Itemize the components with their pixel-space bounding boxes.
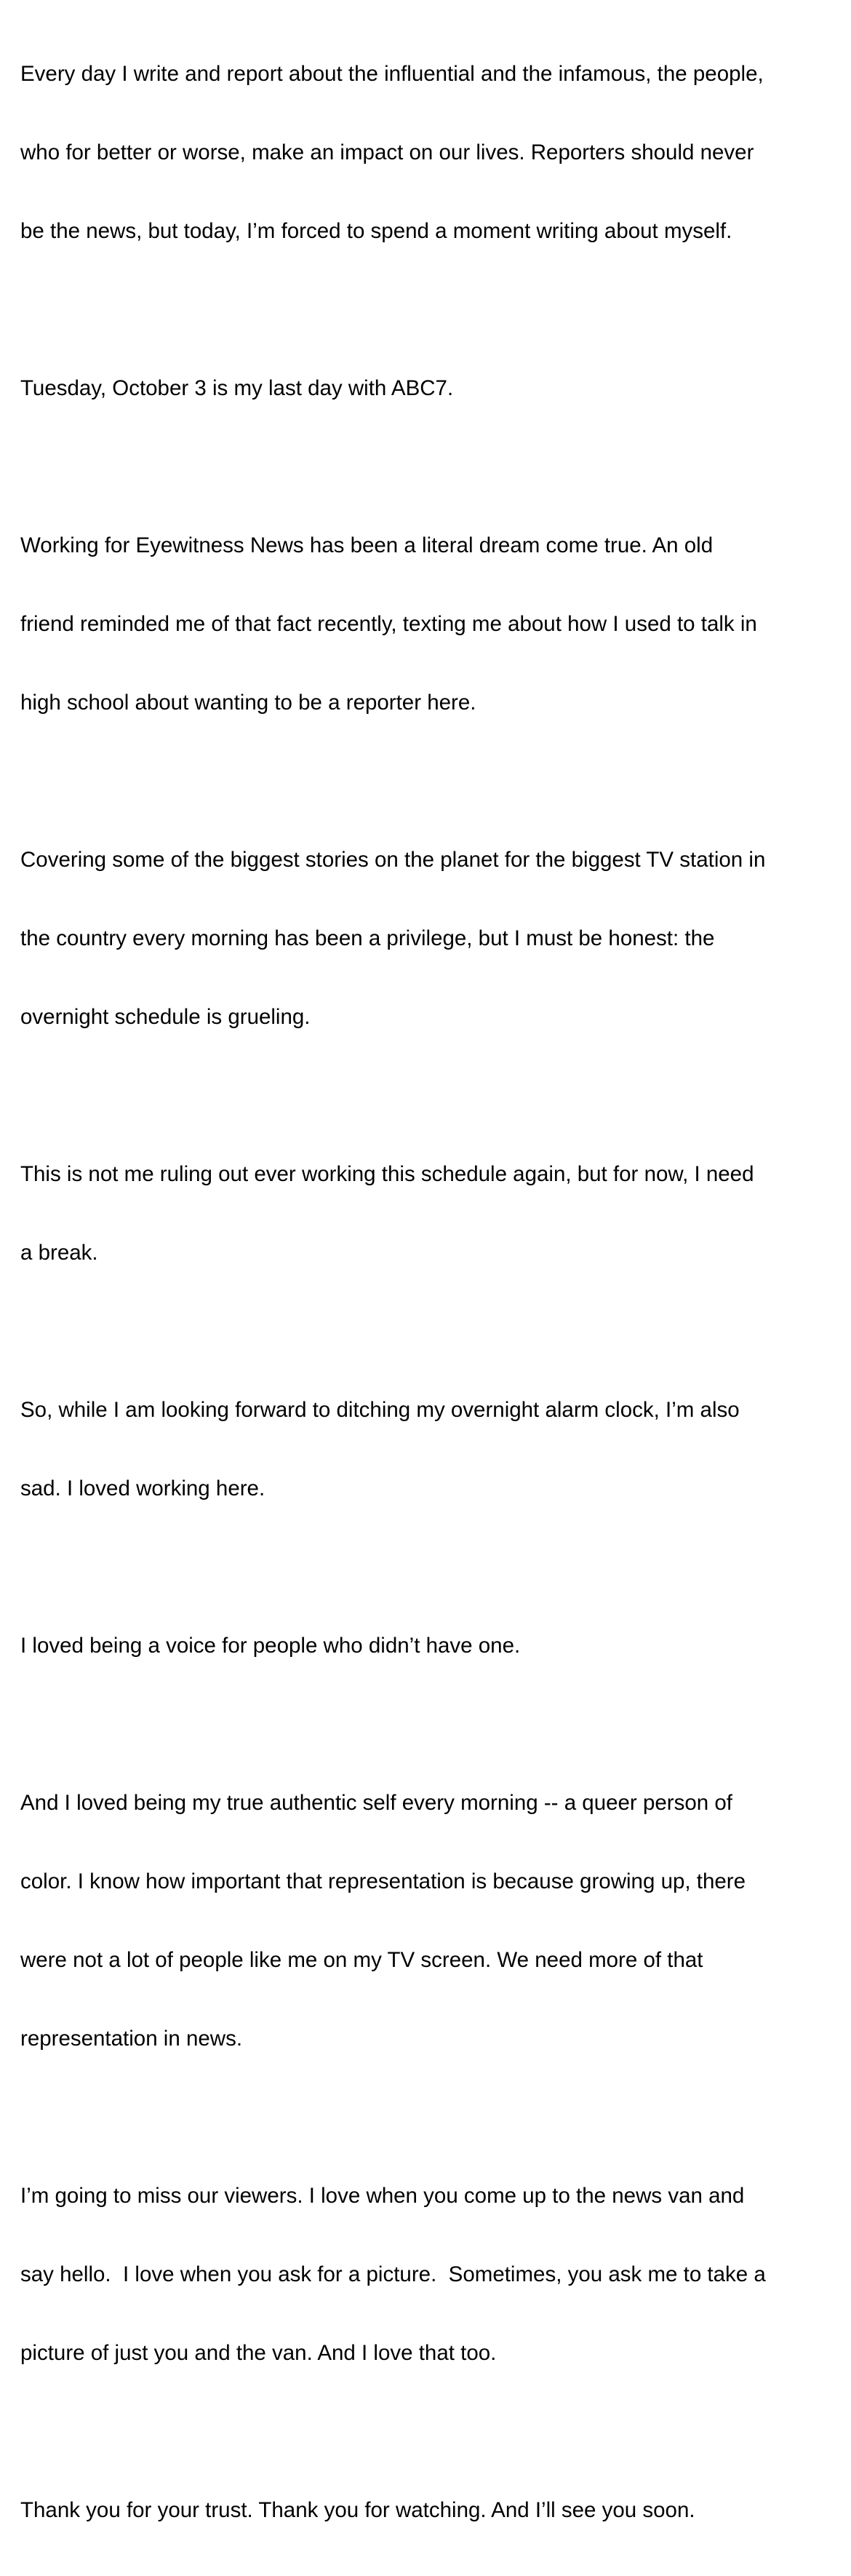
text-line: say hello. I love when you ask for a picture. Sometimes, you ask me to take a (20, 2262, 766, 2286)
text-line: Covering some of the biggest stories on the planet for the biggest TV station in (20, 848, 766, 872)
text-line: overnight schedule is grueling. (20, 1005, 311, 1029)
paragraph-6 (20, 1345, 839, 1554)
text-line: high school about wanting to be a reporter here. (20, 691, 476, 715)
text-line: were not a lot of people like me on my TV screen. We need more of that (20, 1948, 703, 1972)
paragraph-7 (20, 1581, 839, 1712)
text-line: Working for Eyewitness News has been a literal dream come true. An old (20, 533, 714, 557)
text-line: sad. I loved working here. (20, 1476, 265, 1500)
text-line: representation in news. (20, 2027, 243, 2051)
paragraph-1 (20, 9, 839, 297)
paragraph-10 (20, 2445, 839, 2576)
text-line: color. I know how important that representation is because growing up, there (20, 1869, 746, 1893)
paragraph-5 (20, 1109, 839, 1319)
paragraph-3 (20, 480, 839, 768)
text-line: I’m going to miss our viewers. I love when you come up to the news van and (20, 2184, 745, 2208)
text-line: Every day I write and report about the influential and the infamous, the people, (20, 62, 764, 86)
text-line: picture of just you and the van. And I love that too. (20, 2341, 497, 2365)
text-line: Thank you for your trust. Thank you for watching. And I’ll see you soon. (20, 2498, 695, 2522)
text-line: the country every morning has been a privilege, but I must be honest: the (20, 926, 715, 950)
paragraph-8 (20, 1738, 839, 2104)
paragraph-4 (20, 795, 839, 1083)
text-line: a break. (20, 1241, 98, 1265)
text-line: So, while I am looking forward to ditching my overnight alarm clock, I’m also (20, 1398, 740, 1422)
paragraph-9 (20, 2131, 839, 2419)
text-line: friend reminded me of that fact recently, texting me about how I used to talk in (20, 612, 757, 636)
text-line: I loved being a voice for people who didn’t have one. (20, 1634, 521, 1658)
text-line: be the news, but today, I’m forced to spend a moment writing about myself. (20, 219, 732, 243)
text-line: who for better or worse, make an impact on our lives. Reporters should never (20, 140, 754, 164)
document-body (20, 9, 839, 2576)
text-line: Tuesday, October 3 is my last day with ABC7. (20, 376, 454, 400)
text-line: This is not me ruling out ever working this schedule again, but for now, I need (20, 1162, 754, 1186)
paragraph-2 (20, 323, 839, 454)
text-line: And I loved being my true authentic self every morning -- a queer person of (20, 1791, 732, 1815)
